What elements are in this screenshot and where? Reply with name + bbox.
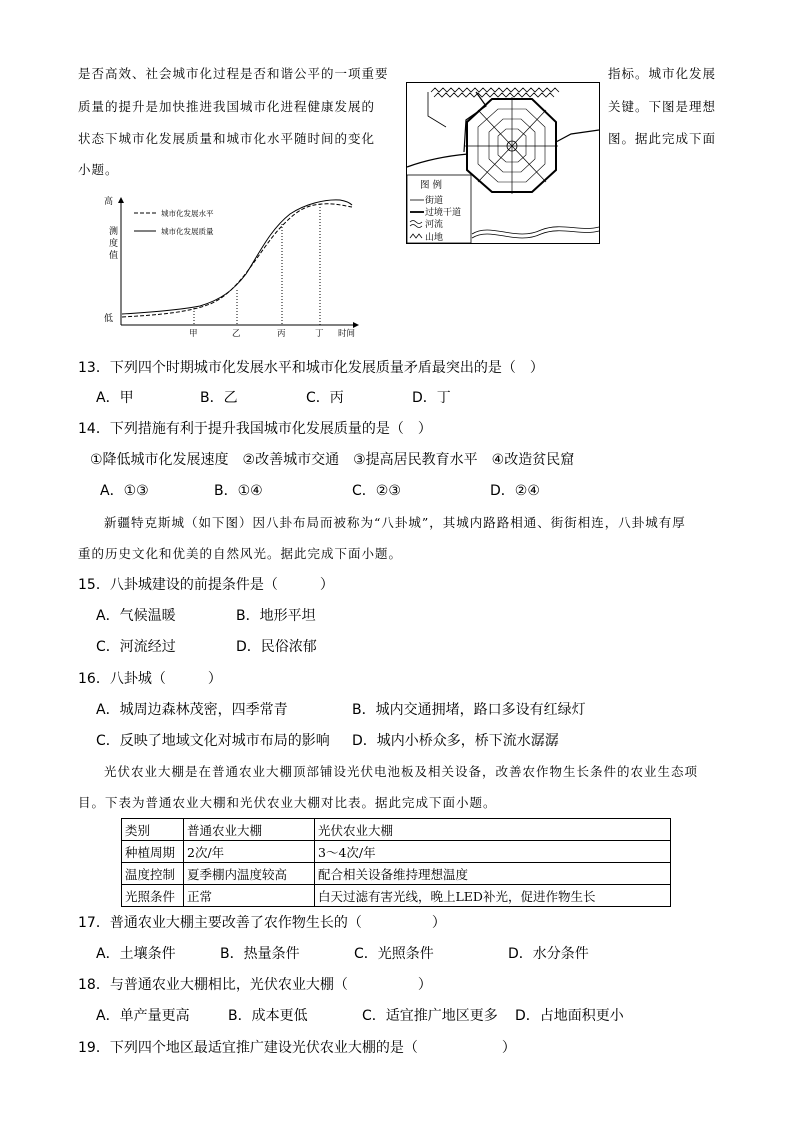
table-header-row bbox=[122, 819, 671, 841]
y-axis-label bbox=[109, 225, 118, 261]
q17-option-a[interactable]: A．土壤条件 bbox=[96, 946, 176, 962]
intro2-line-2: 重的历史文化和优美的自然风光。据此完成下面小题。 bbox=[78, 546, 403, 561]
table-cell: 3～4次/年 bbox=[315, 841, 671, 863]
x-tick-ding: 丁 bbox=[315, 329, 324, 339]
q14-option-b[interactable]: B．①④ bbox=[214, 483, 263, 499]
intro-line-1-right: 指标。城市化发展 bbox=[608, 66, 717, 81]
intro3-line-1: 光伏农业大棚是在普通农业大棚顶部铺设光伏电池板及相关设备，改善农作物生长条件的农业生态项 bbox=[104, 764, 699, 779]
table-row bbox=[122, 885, 671, 907]
y-axis-label-char: 度 bbox=[109, 239, 119, 249]
table-cell: 2次/年 bbox=[184, 841, 315, 863]
q18-option-d[interactable]: D．占地面积更小 bbox=[515, 1008, 624, 1024]
table-row bbox=[122, 863, 671, 885]
q15-option-a[interactable]: A．气候温暖 bbox=[96, 608, 176, 624]
legend-label-quality: 城市化发展质量 bbox=[161, 227, 214, 236]
comparison-table bbox=[121, 818, 671, 907]
intro-line-2-right: 关键。下图是理想 bbox=[608, 99, 717, 114]
table-cell: 种植周期 bbox=[122, 841, 184, 863]
table-cell: 光照条件 bbox=[122, 885, 184, 907]
intro-line-3-right: 图。据此完成下面 bbox=[608, 131, 717, 146]
y-label-high: 高 bbox=[104, 197, 114, 207]
table-cell: 夏季棚内温度较高 bbox=[184, 863, 315, 885]
q16-option-d[interactable]: D．城内小桥众多，桥下流水潺潺 bbox=[352, 733, 559, 749]
q13-option-c[interactable]: C．丙 bbox=[306, 390, 344, 406]
legend-mountain: 山地 bbox=[425, 233, 444, 243]
y-axis-label-char: 测 bbox=[109, 227, 119, 237]
intro-line-2: 质量的提升是加快推进我国城市化进程健康发展的 bbox=[78, 99, 376, 114]
q13-stem: 13．下列四个时期城市化发展水平和城市化发展质量矛盾最突出的是（ ） bbox=[78, 360, 544, 376]
q18-option-c[interactable]: C．适宜推广地区更多 bbox=[362, 1008, 498, 1024]
q17-option-d[interactable]: D．水分条件 bbox=[508, 946, 589, 962]
table-cell: 温度控制 bbox=[122, 863, 184, 885]
x-tick-jia: 甲 bbox=[189, 329, 198, 339]
q19-stem: 19．下列四个地区最适宜推广建设光伏农业大棚的是（ ） bbox=[78, 1040, 516, 1056]
q18-option-a[interactable]: A．单产量更高 bbox=[96, 1008, 190, 1024]
table-cell: 类别 bbox=[122, 819, 184, 841]
legend-title: 图 例 bbox=[420, 180, 443, 191]
y-label-low: 低 bbox=[104, 314, 114, 324]
intro2-line-1: 新疆特克斯城（如下图）因八卦布局而被称为“八卦城”，其城内路路相通、街街相连，八卦城有厚 bbox=[104, 515, 686, 530]
bagua-city-map bbox=[406, 82, 600, 244]
q16-option-a[interactable]: A．城周边森林茂密，四季常青 bbox=[96, 702, 288, 718]
q17-option-b[interactable]: B．热量条件 bbox=[220, 946, 300, 962]
intro-line-4: 小题。 bbox=[78, 162, 119, 177]
q14-items: ①降低城市化发展速度 ②改善城市交通 ③提高居民教育水平 ④改造贫民窟 bbox=[90, 452, 575, 468]
series-urbanization-level bbox=[122, 204, 352, 317]
q15-stem: 15．八卦城建设的前提条件是（ ） bbox=[78, 577, 334, 593]
x-axis-label: 时间 bbox=[338, 329, 356, 339]
q14-option-c[interactable]: C．②③ bbox=[352, 483, 401, 499]
q15-option-c[interactable]: C．河流经过 bbox=[96, 639, 176, 655]
table-cell: 光伏农业大棚 bbox=[315, 819, 671, 841]
q13-option-a[interactable]: A．甲 bbox=[96, 390, 134, 406]
q16-option-b[interactable]: B．城内交通拥堵，路口多设有红绿灯 bbox=[352, 702, 586, 718]
q14-option-d[interactable]: D．②④ bbox=[490, 483, 540, 499]
q16-option-c[interactable]: C．反映了地域文化对城市布局的影响 bbox=[96, 733, 330, 749]
legend-label-level: 城市化发展水平 bbox=[161, 209, 214, 218]
q13-option-b[interactable]: B．乙 bbox=[200, 390, 238, 406]
q16-stem: 16．八卦城（ ） bbox=[78, 671, 222, 687]
q17-stem: 17．普通农业大棚主要改善了农作物生长的（ ） bbox=[78, 915, 446, 931]
table-cell: 普通农业大棚 bbox=[184, 819, 315, 841]
table-cell: 白天过滤有害光线，晚上LED补光，促进作物生长 bbox=[315, 885, 671, 907]
intro-line-3: 状态下城市化发展质量和城市化水平随时间的变化 bbox=[78, 131, 376, 146]
q14-stem: 14．下列措施有利于提升我国城市化发展质量的是（ ） bbox=[78, 421, 432, 437]
q18-option-b[interactable]: B．成本更低 bbox=[228, 1008, 308, 1024]
y-axis-label-char: 值 bbox=[109, 251, 119, 261]
table-row bbox=[122, 841, 671, 863]
q17-option-c[interactable]: C．光照条件 bbox=[354, 946, 434, 962]
intro3-line-2: 目。下表为普通农业大棚和光伏农业大棚对比表。据此完成下面小题。 bbox=[78, 795, 497, 810]
q15-option-b[interactable]: B．地形平坦 bbox=[236, 608, 316, 624]
q13-option-d[interactable]: D．丁 bbox=[412, 390, 451, 406]
legend-street: 街道 bbox=[425, 196, 444, 206]
urbanization-chart bbox=[100, 190, 370, 340]
x-tick-bing: 丙 bbox=[277, 329, 286, 339]
table-cell: 正常 bbox=[184, 885, 315, 907]
x-tick-yi: 乙 bbox=[232, 329, 241, 339]
intro-line-1: 是否高效、社会城市化过程是否和谐公平的一项重要 bbox=[78, 66, 389, 81]
q14-option-a[interactable]: A．①③ bbox=[100, 483, 149, 499]
legend-river: 河流 bbox=[425, 220, 444, 230]
legend-arterial: 过境干道 bbox=[425, 208, 462, 218]
q15-option-d[interactable]: D．民俗浓郁 bbox=[236, 639, 317, 655]
table-cell: 配合相关设备维持理想温度 bbox=[315, 863, 671, 885]
q18-stem: 18．与普通农业大棚相比，光伏农业大棚（ ） bbox=[78, 977, 432, 993]
